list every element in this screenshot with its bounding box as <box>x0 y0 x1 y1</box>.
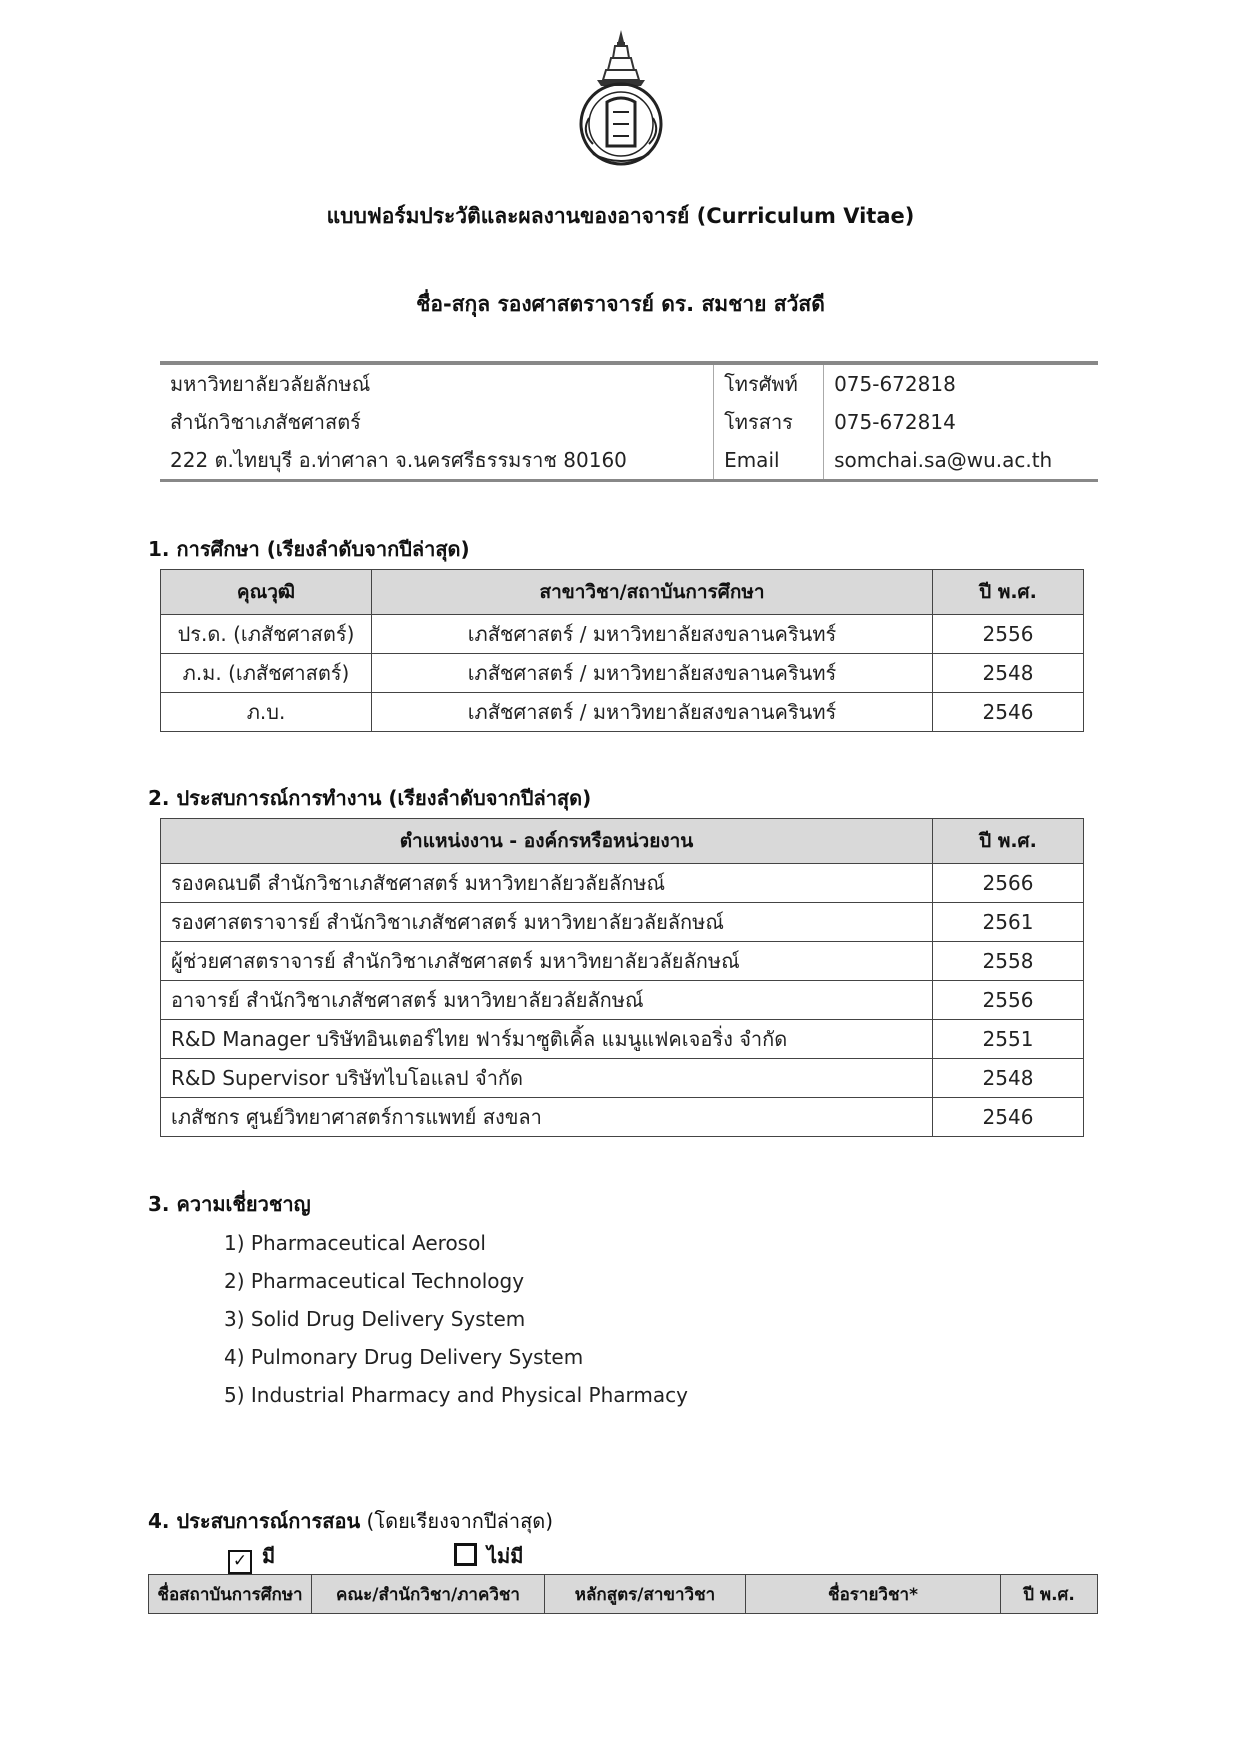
position-cell: R&D Supervisor บริษัทไบโอแลป จำกัด <box>161 1059 933 1098</box>
option-yes-label: มี <box>262 1544 276 1568</box>
person-name: ชื่อ-สกุล รองศาสตราจารย์ ดร. สมชาย สวัสดี <box>416 292 825 316</box>
teaching-heading-main: 4. ประสบการณ์การสอน <box>148 1509 361 1533</box>
list-item: 5) Industrial Pharmacy and Physical Pharmacy <box>224 1383 688 1407</box>
list-item: 3) Solid Drug Delivery System <box>224 1307 526 1331</box>
year-cell: 2556 <box>933 981 1084 1020</box>
list-item: 2) Pharmaceutical Technology <box>224 1269 525 1293</box>
school: สำนักวิชาเภสัชศาสตร์ <box>170 410 361 434</box>
year-cell: 2566 <box>933 864 1084 903</box>
document-title: แบบฟอร์มประวัติและผลงานของอาจารย์ (Curriculum Vitae) <box>326 204 915 228</box>
degree-cell: ปร.ด. (เภสัชศาสตร์) <box>161 615 372 654</box>
contact-row <box>160 441 1098 481</box>
year-cell: 2551 <box>933 1020 1084 1059</box>
institution-cell: เภสัชศาสตร์ / มหาวิทยาลัยสงขลานครินทร์ <box>372 615 933 654</box>
year-cell: 2558 <box>933 942 1084 981</box>
contact-table <box>160 361 1098 482</box>
year-cell: 2561 <box>933 903 1084 942</box>
contact-row <box>160 403 1098 441</box>
col-header: ชื่อรายวิชา* <box>746 1575 1001 1614</box>
col-header: สาขาวิชา/สถาบันการศึกษา <box>372 570 933 615</box>
col-header: ปี พ.ศ. <box>933 570 1084 615</box>
degree-cell: ภ.ม. (เภสัชศาสตร์) <box>161 654 372 693</box>
phone-label: โทรศัพท์ <box>714 363 824 403</box>
col-header: คณะ/สำนักวิชา/ภาควิชา <box>312 1575 545 1614</box>
teaching-heading-note: (โดยเรียงจากปีล่าสุด) <box>360 1509 554 1533</box>
year-cell: 2548 <box>933 1059 1084 1098</box>
list-item: 1) Pharmaceutical Aerosol <box>224 1231 486 1255</box>
degree-cell: ภ.บ. <box>161 693 372 732</box>
position-cell: R&D Manager บริษัทอินเตอร์ไทย ฟาร์มาซูติเคิ้ล แมนูแฟคเจอริ่ง จำกัด <box>161 1020 933 1059</box>
table-row <box>161 864 1084 903</box>
address: 222 ต.ไทยบุรี อ.ท่าศาลา จ.นครศรีธรรมราช 80160 <box>170 448 627 472</box>
col-header: ตำแหน่งงาน - องค์กรหรือหน่วยงาน <box>161 819 933 864</box>
table-row <box>161 903 1084 942</box>
fax-label: โทรสาร <box>714 403 824 441</box>
col-header: ชื่อสถาบันการศึกษา <box>149 1575 312 1614</box>
empty-box-icon[interactable] <box>454 1543 477 1566</box>
position-cell: รองศาสตราจารย์ สำนักวิชาเภสัชศาสตร์ มหาวิทยาลัยวลัยลักษณ์ <box>161 903 933 942</box>
table-row <box>161 693 1084 732</box>
col-header: หลักสูตร/สาขาวิชา <box>545 1575 746 1614</box>
table-row <box>161 654 1084 693</box>
table-row <box>161 981 1084 1020</box>
work-table <box>160 818 1084 1137</box>
email-value: somchai.sa@wu.ac.th <box>834 448 1053 472</box>
institution-cell: เภสัชศาสตร์ / มหาวิทยาลัยสงขลานครินทร์ <box>372 693 933 732</box>
institution: มหาวิทยาลัยวลัยลักษณ์ <box>170 372 371 396</box>
email-label: Email <box>714 441 824 481</box>
table-row <box>161 1098 1084 1137</box>
col-header: ปี พ.ศ. <box>1001 1575 1098 1614</box>
option-no-label: ไม่มี <box>487 1544 524 1568</box>
list-item: 4) Pulmonary Drug Delivery System <box>224 1345 584 1369</box>
teaching-table <box>148 1574 1098 1614</box>
contact-row <box>160 363 1098 403</box>
position-cell: รองคณบดี สำนักวิชาเภสัชศาสตร์ มหาวิทยาลัยวลัยลักษณ์ <box>161 864 933 903</box>
phone-value: 075-672818 <box>834 372 956 396</box>
table-row <box>161 615 1084 654</box>
education-heading: 1. การศึกษา (เรียงลำดับจากปีล่าสุด) <box>148 537 470 561</box>
year-cell: 2546 <box>933 693 1084 732</box>
position-cell: อาจารย์ สำนักวิชาเภสัชศาสตร์ มหาวิทยาลัยวลัยลักษณ์ <box>161 981 933 1020</box>
work-heading: 2. ประสบการณ์การทำงาน (เรียงลำดับจากปีล่าสุด) <box>148 786 592 810</box>
university-seal-logo <box>573 28 669 168</box>
expertise-heading: 3. ความเชี่ยวชาญ <box>148 1192 311 1216</box>
table-row <box>161 1059 1084 1098</box>
year-cell: 2556 <box>933 615 1084 654</box>
checked-box-icon[interactable]: ✓ <box>228 1550 252 1574</box>
teaching-heading <box>148 1505 553 1537</box>
col-header: คุณวุฒิ <box>161 570 372 615</box>
position-cell: ผู้ช่วยศาสตราจารย์ สำนักวิชาเภสัชศาสตร์ มหาวิทยาลัยวลัยลักษณ์ <box>161 942 933 981</box>
table-row <box>161 1020 1084 1059</box>
col-header: ปี พ.ศ. <box>933 819 1084 864</box>
fax-value: 075-672814 <box>834 410 956 434</box>
table-row <box>161 942 1084 981</box>
position-cell: เภสัชกร ศูนย์วิทยาศาสตร์การแพทย์ สงขลา <box>161 1098 933 1137</box>
institution-cell: เภสัชศาสตร์ / มหาวิทยาลัยสงขลานครินทร์ <box>372 654 933 693</box>
option-no[interactable] <box>454 1540 523 1572</box>
education-table <box>160 569 1084 732</box>
year-cell: 2546 <box>933 1098 1084 1137</box>
year-cell: 2548 <box>933 654 1084 693</box>
option-yes[interactable] <box>228 1540 275 1574</box>
